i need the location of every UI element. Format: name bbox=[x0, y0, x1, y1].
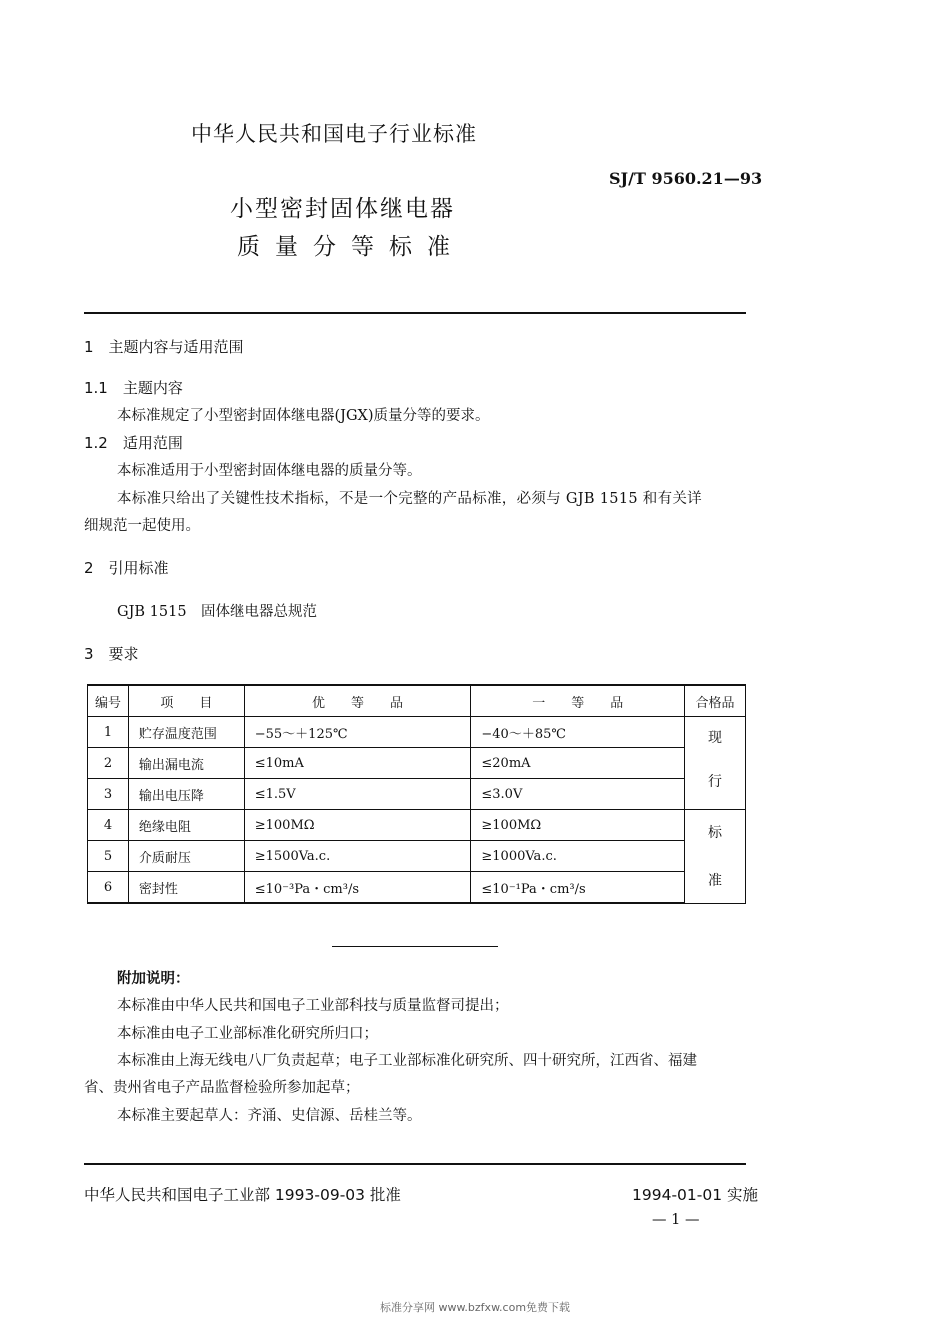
page-number: — 1 — bbox=[652, 1212, 700, 1228]
header-first-class: 一 等 品 bbox=[471, 685, 685, 717]
header-qualified: 合格品 bbox=[685, 685, 746, 717]
notes-heading: 附加说明： bbox=[117, 970, 190, 987]
notes-divider bbox=[332, 946, 498, 947]
title-line-2: 质量分等标准 bbox=[237, 234, 465, 260]
row-item: 密封性 bbox=[128, 872, 244, 904]
row-first-class: −40～＋85℃ bbox=[471, 717, 685, 748]
row-premium: −55～＋125℃ bbox=[244, 717, 471, 748]
row-first-class: ≤20mA bbox=[471, 748, 685, 779]
header-rule bbox=[84, 312, 746, 314]
section-1-2-text-2b: 细规范一起使用。 bbox=[84, 518, 200, 534]
effective-date: 1994-01-01 实施 bbox=[632, 1186, 759, 1204]
table-row bbox=[88, 810, 746, 841]
row-no: 4 bbox=[88, 810, 129, 841]
header-item: 项 目 bbox=[128, 685, 244, 717]
row-item: 输出电压降 bbox=[128, 779, 244, 810]
section-1-2-text-2a: 本标准只给出了关键性技术指标，不是一个完整的产品标准，必须与 GJB 1515 和有关详 bbox=[117, 491, 702, 507]
notes-line-3a: 本标准由上海无线电八厂负责起草；电子工业部标准化研究所、四十研究所，江西省、福建 bbox=[117, 1053, 697, 1069]
qualified-char: 行 bbox=[708, 774, 723, 790]
notes-line-1: 本标准由中华人民共和国电子工业部科技与质量监督司提出； bbox=[117, 998, 509, 1014]
row-first-class: ≥100MΩ bbox=[471, 810, 685, 841]
qualified-char: 标 bbox=[708, 825, 723, 841]
table-row bbox=[88, 717, 746, 748]
row-premium: ≥100MΩ bbox=[244, 810, 471, 841]
qualified-char: 准 bbox=[708, 873, 723, 889]
table-row bbox=[88, 779, 746, 810]
watermark: 标准分享网 www.bzfxw.com免费下载 bbox=[379, 1301, 571, 1314]
section-3-heading: 3 要求 bbox=[84, 645, 139, 663]
header-premium: 优 等 品 bbox=[244, 685, 471, 717]
notes-line-2: 本标准由电子工业部标准化研究所归口； bbox=[117, 1026, 378, 1042]
row-first-class: ≤3.0V bbox=[471, 779, 685, 810]
section-1-2-text-1: 本标准适用于小型密封固体继电器的质量分等。 bbox=[117, 463, 422, 479]
row-item: 绝缘电阻 bbox=[128, 810, 244, 841]
title-line-1: 小型密封固体继电器 bbox=[230, 196, 455, 222]
referenced-standard: GJB 1515 固体继电器总规范 bbox=[117, 604, 318, 620]
row-item: 贮存温度范围 bbox=[128, 717, 244, 748]
row-no: 5 bbox=[88, 841, 129, 872]
row-no: 2 bbox=[88, 748, 129, 779]
section-1-heading: 1 主题内容与适用范围 bbox=[84, 338, 244, 356]
row-premium: ≤10mA bbox=[244, 748, 471, 779]
row-item: 输出漏电流 bbox=[128, 748, 244, 779]
header-no: 编号 bbox=[88, 685, 129, 717]
footer-rule bbox=[84, 1163, 746, 1165]
qualified-cell-1 bbox=[685, 717, 746, 810]
qualified-char: 现 bbox=[708, 730, 723, 746]
section-2-heading: 2 引用标准 bbox=[84, 559, 169, 577]
section-1-1-text: 本标准规定了小型密封固体继电器(JGX)质量分等的要求。 bbox=[117, 408, 490, 424]
row-premium: ≥1500Va.c. bbox=[244, 841, 471, 872]
requirements-table bbox=[87, 684, 746, 904]
table-header-row bbox=[88, 685, 746, 717]
issuing-org: 中华人民共和国电子行业标准 bbox=[191, 122, 477, 146]
row-item: 介质耐压 bbox=[128, 841, 244, 872]
row-no: 6 bbox=[88, 872, 129, 904]
table-row bbox=[88, 872, 746, 904]
notes-line-4: 本标准主要起草人：齐涌、史信源、岳桂兰等。 bbox=[117, 1108, 422, 1124]
row-first-class: ≤10⁻¹Pa・cm³/s bbox=[471, 872, 685, 904]
standard-code: SJ/T 9560.21—93 bbox=[609, 169, 763, 188]
approval-line: 中华人民共和国电子工业部 1993-09-03 批准 bbox=[84, 1186, 401, 1204]
section-1-2-heading: 1.2 适用范围 bbox=[84, 434, 183, 452]
section-1-1-heading: 1.1 主题内容 bbox=[84, 379, 183, 397]
row-first-class: ≥1000Va.c. bbox=[471, 841, 685, 872]
row-premium: ≤1.5V bbox=[244, 779, 471, 810]
row-no: 1 bbox=[88, 717, 129, 748]
row-premium: ≤10⁻³Pa・cm³/s bbox=[244, 872, 471, 904]
row-no: 3 bbox=[88, 779, 129, 810]
table-row bbox=[88, 748, 746, 779]
qualified-cell-2 bbox=[685, 810, 746, 904]
table-row bbox=[88, 841, 746, 872]
notes-line-3b: 省、贵州省电子产品监督检验所参加起草； bbox=[84, 1080, 360, 1096]
